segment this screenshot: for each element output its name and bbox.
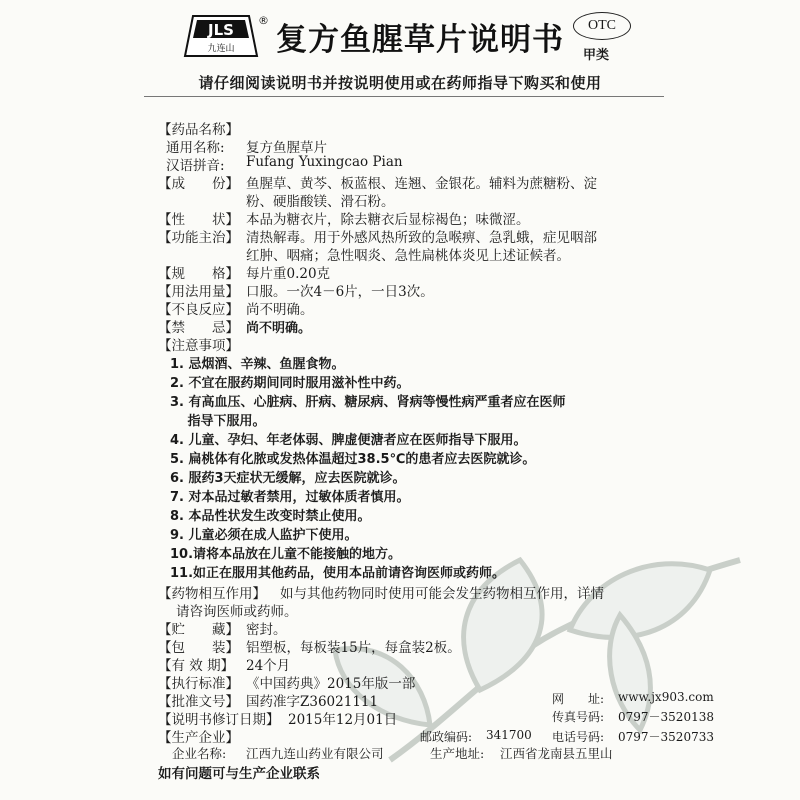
website-link[interactable]: www.jx903.com — [618, 690, 714, 704]
fax-label: 传真号码: — [552, 710, 605, 724]
phone-label: 电话号码: — [552, 730, 605, 744]
caution-item: 9. 儿童必须在成人监护下使用。 — [170, 528, 358, 543]
interaction-label: 【药物相互作用】 — [158, 586, 266, 602]
standard-label: 【执行标准】 — [158, 676, 239, 692]
validity-label: 【有 效 期】 — [158, 658, 235, 674]
caution-item: 10.请将本品放在儿童不能接触的地方。 — [170, 547, 402, 562]
registered-mark: ® — [258, 14, 269, 27]
generic-name: 复方鱼腥草片 — [246, 140, 327, 156]
maker-heading: 【生产企业】 — [158, 730, 239, 746]
fax: 0797－3520138 — [618, 710, 714, 724]
otc-category: 甲类 — [583, 48, 610, 63]
address-label: 生产地址: — [430, 746, 485, 761]
caution-item: 8. 本品性状发生改变时禁止使用。 — [170, 509, 371, 524]
caution-item: 11.如正在服用其他药品，使用本品前请咨询医师或药师。 — [170, 566, 506, 581]
generic-name-label: 通用名称: — [166, 140, 225, 156]
logo-subtext: 九连山 — [207, 44, 235, 54]
otc-badge: OTC — [573, 12, 631, 40]
dosage-label: 【用法用量】 — [158, 284, 239, 300]
reading-instruction: 请仔细阅读说明书并按说明使用或在药师指导下购买和使用 — [198, 74, 602, 92]
logo-letters: JLS — [208, 21, 234, 39]
caution-item: 3. 有高血压、心脏病、肝病、糖尿病、肾病等慢性病严重者应在医师 — [170, 395, 566, 410]
company-name: 江西九连山药业有限公司 — [246, 746, 384, 761]
package: 铝塑板，每板装15片，每盒装2板。 — [246, 640, 461, 656]
revision-date: 2015年12月01日 — [288, 712, 398, 728]
contraindications: 尚不明确。 — [246, 321, 312, 336]
indications-line-2: 红肿、咽痛；急性咽炎、急性扁桃体炎见上述证候者。 — [246, 248, 570, 264]
interaction-line-2: 请咨询医师或药师。 — [176, 604, 298, 620]
revision-label: 【说明书修订日期】 — [158, 712, 280, 728]
caution-item: 4. 儿童、孕妇、年老体弱、脾虚便溏者应在医师指导下服用。 — [170, 433, 527, 448]
document-title: 复方鱼腥草片说明书 — [276, 22, 564, 58]
dosage: 口服。一次4－6片，一日3次。 — [246, 284, 434, 300]
spec-label: 【规 格】 — [158, 266, 239, 282]
caution-item: 2. 不宜在服药期间同时服用滋补性中药。 — [170, 376, 410, 391]
postcode: 341700 — [486, 728, 532, 742]
standard: 《中国药典》2015年版一部 — [246, 676, 416, 692]
drug-name-heading: 【药品名称】 — [158, 122, 239, 138]
validity: 24个月 — [246, 658, 291, 674]
properties-label: 【性 状】 — [158, 212, 239, 228]
ingredients-line-2: 粉、硬脂酸镁、滑石粉。 — [246, 194, 395, 210]
header-divider — [144, 96, 664, 97]
ingredients-label: 【成 份】 — [158, 176, 239, 192]
caution-item-continued: 指导下服用。 — [170, 414, 266, 429]
package-label: 【包 装】 — [158, 640, 239, 656]
address: 江西省龙南县五里山 — [500, 746, 613, 761]
contraindications-label: 【禁 忌】 — [158, 320, 239, 336]
caution-item: 6. 服药3天症状无缓解，应去医院就诊。 — [170, 471, 406, 486]
caution-item: 1. 忌烟酒、辛辣、鱼腥食物。 — [170, 357, 345, 372]
caution-item: 7. 对本品过敏者禁用，过敏体质者慎用。 — [170, 490, 410, 505]
caution-item: 5. 扁桃体有化脓或发热体温超过38.5℃的患者应去医院就诊。 — [170, 452, 536, 467]
interaction-line-1: 如与其他药物同时使用可能会发生药物相互作用，详情 — [280, 586, 604, 602]
indications-label: 【功能主治】 — [158, 230, 239, 246]
postcode-label: 邮政编码: — [420, 730, 473, 744]
contact-footer: 如有问题可与生产企业联系 — [158, 766, 320, 782]
ingredients-line-1: 鱼腥草、黄芩、板蓝根、连翘、金银花。辅料为蔗糖粉、淀 — [246, 176, 597, 192]
storage-label: 【贮 藏】 — [158, 622, 239, 638]
storage: 密封。 — [246, 622, 287, 638]
company-label: 企业名称: — [172, 746, 227, 761]
adverse-label: 【不良反应】 — [158, 302, 239, 318]
adverse-reactions: 尚不明确。 — [246, 302, 314, 318]
pinyin: Fufang Yuxingcao Pian — [246, 154, 403, 170]
pinyin-label: 汉语拼音: — [166, 158, 225, 174]
properties: 本品为糖衣片，除去糖衣后显棕褐色；味微涩。 — [246, 212, 530, 228]
phone: 0797－3520733 — [618, 730, 714, 744]
spec: 每片重0.20克 — [246, 266, 331, 282]
company-logo — [183, 14, 259, 58]
website-label: 网 址: — [552, 692, 605, 706]
indications-line-1: 清热解毒。用于外感风热所致的急喉痹、急乳蛾，症见咽部 — [246, 230, 597, 246]
approval-label: 【批准文号】 — [158, 694, 239, 710]
approval-number: 国药准字Z36021111 — [246, 694, 379, 710]
cautions-label: 【注意事项】 — [158, 338, 239, 354]
